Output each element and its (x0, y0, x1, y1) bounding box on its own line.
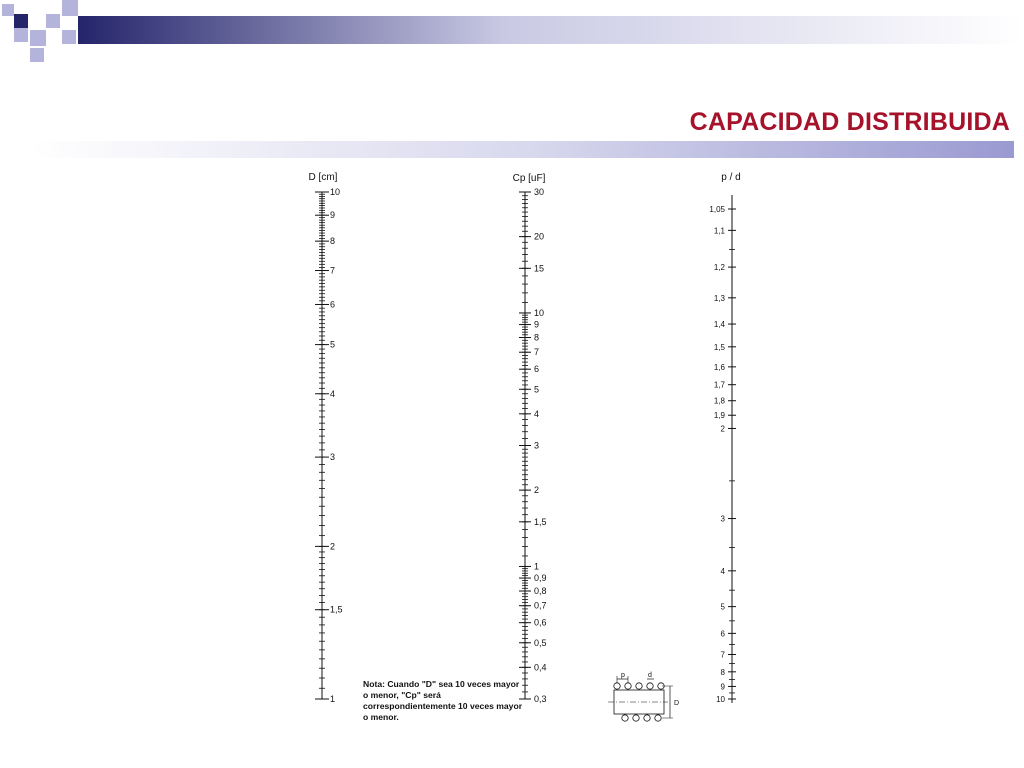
scale-cp-label: 7 (534, 347, 540, 358)
dimension-d-label: d (648, 672, 652, 679)
scale-cp-label: 0,6 (534, 617, 547, 628)
scale-pd-label: 1,7 (713, 380, 725, 390)
scale-d-label: 9 (330, 210, 336, 221)
scale-d-label: 8 (330, 236, 336, 247)
scale-cp-label: 0,7 (534, 600, 547, 611)
conductor-circle (644, 715, 650, 721)
scale-cp-label: 0,8 (534, 586, 547, 597)
scale-d-label: 7 (330, 265, 336, 276)
scale-cp-label: 30 (534, 187, 545, 197)
scale-cp-label: 0,4 (534, 662, 547, 673)
scale-d-label: 4 (330, 388, 336, 399)
scale-cp-label: 6 (534, 364, 540, 375)
scale-d-header: D [cm] (308, 172, 338, 183)
scale-pd-label: 1,8 (713, 396, 725, 406)
scale-pd-label: 4 (720, 566, 725, 576)
conductor-circle (647, 683, 653, 689)
scale-pd-label: 1,4 (713, 320, 725, 330)
scale-pd-label: 1,2 (713, 263, 725, 273)
conductor-circle (622, 715, 628, 721)
scale-cp-label: 8 (534, 332, 540, 343)
scale-pd-label: 7 (720, 650, 725, 660)
scale-cp-label: 3 (534, 440, 540, 451)
scale-cp-label: 1,5 (534, 516, 547, 527)
dimension-p-label: p (621, 672, 625, 679)
scale-cp-label: 0,9 (534, 573, 547, 584)
scale-cp-label: 2 (534, 485, 540, 496)
scale-d-label: 5 (330, 339, 336, 350)
scale-cp-label: 15 (534, 263, 545, 274)
scale-cp-label: 4 (534, 408, 540, 419)
scale-cp-label: 1 (534, 561, 540, 572)
conductor-circle (636, 683, 642, 689)
scale-pd-header: p / d (721, 172, 741, 183)
scale-d-label: 3 (330, 452, 336, 463)
scale-cp-label: 0,3 (534, 694, 547, 704)
scale-pd-label: 1,3 (713, 293, 725, 303)
scale-pd-label: 1,05 (709, 205, 725, 214)
scale-pd-label: 6 (720, 629, 725, 639)
dimension-D-label: D (674, 700, 680, 707)
scale-pd-label: 5 (720, 602, 725, 612)
scale-pd-label: 3 (720, 514, 725, 524)
scale-pd-label: 1,6 (713, 362, 725, 372)
scale-d-label: 2 (330, 541, 336, 552)
scale-d-label: 6 (330, 299, 336, 310)
conductor-circle (625, 683, 631, 689)
scale-pd-label: 1,9 (713, 411, 725, 421)
scale-cp-header: Cp [uF] (512, 173, 546, 184)
scale-pd-label: 10 (716, 695, 725, 704)
conductor-geometry-diagram (608, 672, 679, 721)
scale-pd-label: 8 (720, 667, 725, 677)
scale-cp-label: 5 (534, 384, 540, 395)
scale-d-label: 10 (330, 187, 341, 197)
scale-pd (709, 172, 740, 704)
conductor-circle (655, 715, 661, 721)
scale-cp (513, 173, 547, 704)
scale-pd-label: 2 (720, 424, 725, 434)
scale-cp-label: 10 (534, 307, 545, 318)
scale-d-label: 1,5 (330, 604, 343, 615)
scale-pd-label: 1,5 (713, 342, 725, 352)
conductor-circle (633, 715, 639, 721)
scale-pd-label: 1,1 (713, 226, 725, 236)
conductor-circle (614, 683, 620, 689)
scale-note: Nota: Cuando "D" sea 10 veces mayor o menor, "Cp" será correspondientemente 10 veces mayor o menor. (363, 679, 523, 722)
scale-cp-label: 9 (534, 319, 540, 330)
scale-cp-label: 0,5 (534, 637, 547, 648)
page-title: CAPACIDAD DISTRIBUIDA (689, 108, 1010, 136)
scale-cp-label: 20 (534, 231, 545, 242)
scale-d (309, 172, 343, 704)
scale-d-label: 1 (330, 694, 336, 704)
scale-pd-label: 9 (720, 682, 725, 692)
